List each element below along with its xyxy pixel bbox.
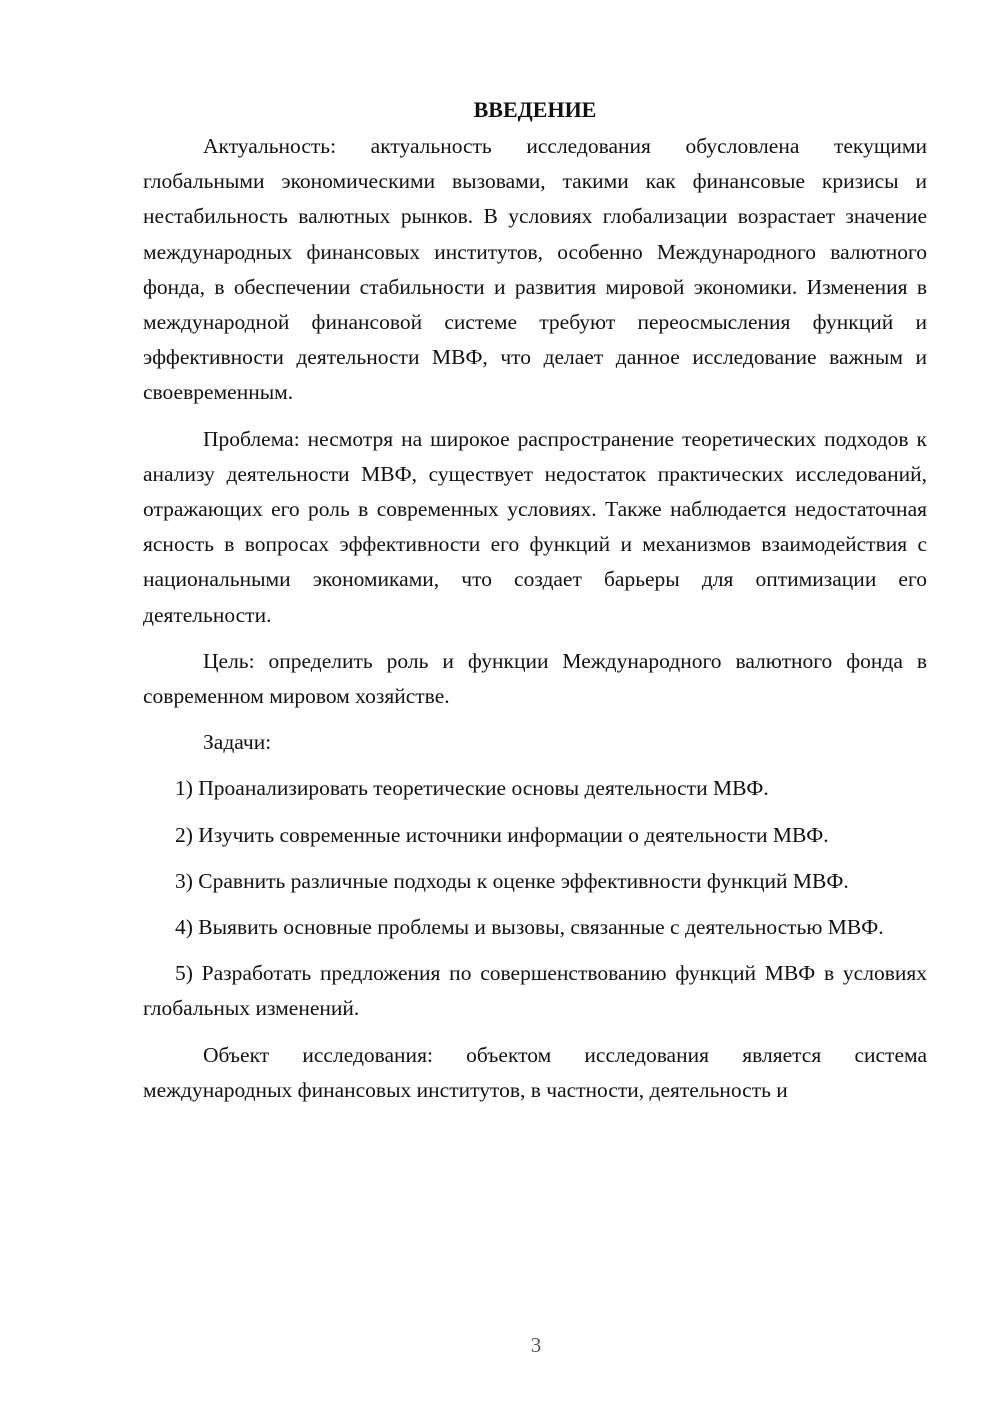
relevance-paragraph: Актуальность: актуальность исследования обусловлена текущими глобальными экономическими вызовами, такими как финансовые кризисы и нестабильность валютных рынков. В условиях глобализации возрастает значение международных финансовых институтов, особенно Международного валютного фонда, в обеспечении стабильности и развития мировой экономики. Изменения в международной финансовой системе требуют переосмысления функций и эффективности деятельности МВФ, что делает данное исследование важным и своевременным. (143, 134, 927, 405)
task-item-1: 1) Проанализировать теоретические основы деятельности МВФ. (175, 776, 769, 801)
task-item-5: 5) Разработать предложения по совершенствованию функций МВФ в условиях глобальных изменений. (143, 961, 927, 1021)
task-item-3: 3) Сравнить различные подходы к оценке эффективности функций МВФ. (175, 868, 849, 893)
tasks-label: Задачи: (203, 730, 272, 755)
task-item-4: 4) Выявить основные проблемы и вызовы, связанные с деятельностью МВФ. (175, 915, 884, 940)
task-item-2: 2) Изучить современные источники информации о деятельности МВФ. (175, 822, 829, 847)
section-heading: ВВЕДЕНИЕ (473, 97, 597, 122)
page-content (143, 92, 927, 1119)
object-paragraph: Объект исследования: объектом исследования является система международных финансовых институтов, в частности, деятельность и (143, 1042, 927, 1102)
problem-paragraph: Проблема: несмотря на широкое распространение теоретических подходов к анализу деятельности МВФ, существует недостаток практических исследований, отражающих его роль в современных условиях. Также наблюдается недостаточная ясность в вопросах эффективности его функций и механизмов взаимодействия с национальными экономиками, что создает барьеры для оптимизации его деятельности. (143, 426, 927, 627)
goal-paragraph: Цель: определить роль и функции Международного валютного фонда в современном мировом хозяйстве. (143, 648, 927, 709)
page-number: 3 (530, 1333, 542, 1357)
